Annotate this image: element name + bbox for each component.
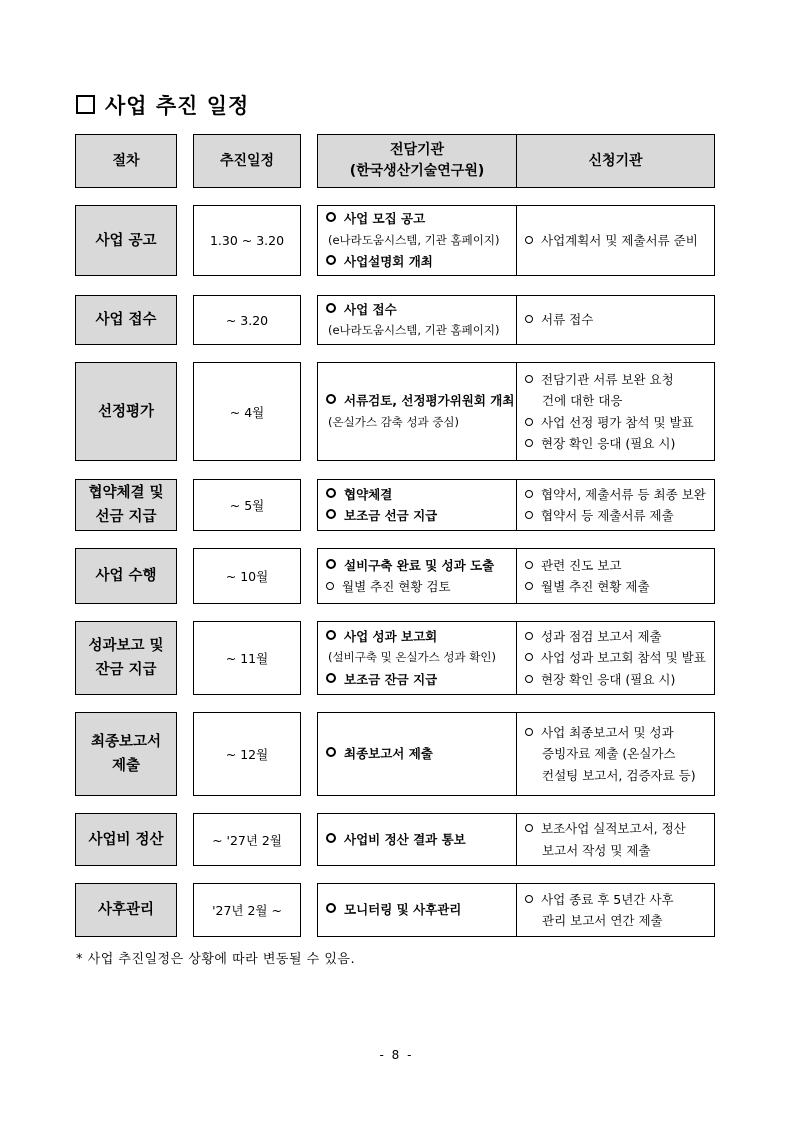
task-text: 보고서 작성 및 제출 <box>542 842 651 858</box>
agency-cell <box>317 712 517 796</box>
circle-bullet-icon <box>525 418 533 426</box>
schedule-cell <box>193 362 301 461</box>
applicant-task-list <box>525 484 714 527</box>
agency-task-list <box>326 484 516 527</box>
header-stage-text: 절차 <box>112 152 140 169</box>
agency-task-list <box>326 829 516 851</box>
agency-task-item <box>326 647 516 669</box>
applicant-task-item <box>525 669 714 691</box>
circle-bullet-icon <box>326 630 336 640</box>
circle-bullet-icon <box>525 582 533 590</box>
agency-task-item <box>326 505 516 527</box>
agency-cell <box>317 621 517 695</box>
applicant-task-list <box>525 369 714 455</box>
circle-bullet-icon <box>525 728 533 736</box>
circle-bullet-icon <box>326 747 336 757</box>
agency-task-item <box>326 899 516 921</box>
schedule-text: ~ 11월 <box>225 651 269 666</box>
header-schedule-text: 추진일정 <box>219 152 275 169</box>
header-applicant <box>516 134 715 188</box>
task-text: (e나라도움시스템, 기관 홈페이지) <box>328 232 500 247</box>
task-text: 현장 확인 응대 (필요 시) <box>541 671 676 687</box>
task-text: 보조금 잔금 지급 <box>344 671 438 687</box>
schedule-text: ~ 3.20 <box>225 312 269 328</box>
task-text: 성과 점검 보고서 제출 <box>541 628 662 644</box>
agency-cell <box>317 813 517 866</box>
agency-task-item <box>326 208 516 230</box>
agency-task-item <box>326 669 516 691</box>
task-text: 설비구축 완료 및 성과 도출 <box>344 557 495 573</box>
task-text: 협약서, 제출서류 등 최종 보완 <box>541 486 706 502</box>
stage-cell <box>75 621 177 695</box>
task-text: 사업계획서 및 제출서류 준비 <box>541 232 698 248</box>
circle-bullet-icon <box>525 375 533 383</box>
stage-label: 사업비 정산 <box>88 831 164 848</box>
applicant-task-item <box>525 626 714 648</box>
circle-bullet-icon <box>326 903 336 913</box>
circle-bullet-icon <box>525 236 533 244</box>
applicant-cell <box>516 362 715 461</box>
schedule-cell <box>193 883 301 937</box>
task-text: 협약서 등 제출서류 제출 <box>541 508 674 523</box>
agency-cell <box>317 362 517 461</box>
task-text: 보조사업 실적보고서, 정산 <box>541 821 686 836</box>
schedule-text: 1.30 ~ 3.20 <box>209 233 285 248</box>
agency-task-item <box>326 743 516 765</box>
circle-bullet-icon <box>525 511 533 519</box>
applicant-task-item <box>525 765 714 787</box>
schedule-cell <box>193 205 301 276</box>
schedule-cell <box>193 813 301 866</box>
agency-task-item <box>326 576 516 598</box>
circle-bullet-icon <box>326 303 336 313</box>
stage-cell <box>75 362 177 461</box>
applicant-task-list <box>525 722 714 787</box>
header-agency-line1: 전담기관 <box>389 142 445 158</box>
applicant-cell <box>516 712 715 796</box>
agency-cell <box>317 548 517 604</box>
stage-label: 사업 접수 <box>95 312 157 328</box>
task-text: 사업 성과 보고회 참석 및 발표 <box>541 650 706 666</box>
circle-bullet-icon <box>326 673 336 683</box>
circle-bullet-icon <box>525 439 533 447</box>
agency-task-list <box>326 390 516 433</box>
applicant-task-item <box>525 433 714 455</box>
checkbox-square-icon <box>76 95 95 114</box>
applicant-task-item <box>525 230 714 252</box>
applicant-task-item <box>525 647 714 669</box>
task-text: 전담기관 서류 보완 요청 <box>541 371 674 387</box>
applicant-task-item <box>525 390 714 412</box>
section-title-text: 사업 추진 일정 <box>105 94 250 118</box>
stage-label: 선금 지급 <box>95 509 157 525</box>
task-text: 사업 최종보고서 및 성과 <box>541 724 674 740</box>
schedule-cell <box>193 712 301 796</box>
header-agency <box>317 134 517 188</box>
footnote: * 사업 추진일정은 상황에 따라 변동될 수 있음. <box>76 952 356 967</box>
agency-task-item <box>326 299 516 321</box>
schedule-text: ~ 4월 <box>229 404 265 420</box>
section-title <box>76 90 249 120</box>
circle-bullet-icon <box>326 509 336 519</box>
applicant-task-list <box>525 309 714 331</box>
task-text: 서류 접수 <box>541 312 594 328</box>
applicant-task-list <box>525 626 714 691</box>
agency-task-item <box>326 412 516 434</box>
circle-bullet-icon <box>326 559 336 569</box>
agency-task-item <box>326 320 516 342</box>
task-text: (온실가스 감축 성과 중심) <box>328 414 460 429</box>
agency-cell <box>317 883 517 937</box>
stage-cell <box>75 205 177 276</box>
task-text: 사업 종료 후 5년간 사후 <box>541 891 674 907</box>
stage-cell <box>75 295 177 345</box>
circle-bullet-icon <box>525 824 533 832</box>
applicant-cell <box>516 883 715 937</box>
circle-bullet-icon <box>525 632 533 640</box>
applicant-task-item <box>525 576 714 598</box>
circle-bullet-icon <box>525 675 533 683</box>
stage-label: 사업 공고 <box>95 232 157 249</box>
task-text: 서류검토, 선정평가위원회 개최 <box>344 393 515 408</box>
circle-bullet-icon <box>326 212 336 222</box>
stage-label: 사업 수행 <box>95 568 157 584</box>
stage-label: 협약체결 및 <box>88 485 164 501</box>
agency-task-list <box>326 899 516 921</box>
applicant-task-item <box>525 412 714 434</box>
task-text: 보조금 선금 지급 <box>344 508 438 523</box>
task-text: 월별 추진 현황 검토 <box>342 579 451 594</box>
header-schedule <box>193 134 301 188</box>
schedule-cell <box>193 548 301 604</box>
stage-label: 최종보고서 <box>90 734 162 750</box>
stage-label: 사후관리 <box>97 902 155 918</box>
applicant-task-list <box>525 818 714 861</box>
task-text: 증빙자료 제출 (온실가스 <box>542 746 676 762</box>
circle-bullet-icon <box>326 833 336 843</box>
circle-bullet-icon <box>525 561 533 569</box>
applicant-task-item <box>525 840 714 862</box>
agency-task-list <box>326 555 516 598</box>
stage-label: 성과보고 및 <box>88 638 164 654</box>
task-text: 협약체결 <box>344 486 393 502</box>
agency-task-item <box>326 251 516 273</box>
agency-cell <box>317 205 517 276</box>
applicant-task-item <box>525 889 714 911</box>
schedule-text: ~ 5월 <box>229 498 265 513</box>
schedule-cell <box>193 479 301 531</box>
task-text: (e나라도움시스템, 기관 홈페이지) <box>328 323 500 337</box>
applicant-task-list <box>525 555 714 598</box>
applicant-task-item <box>525 555 714 577</box>
stage-label: 잔금 지급 <box>95 662 157 678</box>
task-text: 최종보고서 제출 <box>344 746 433 762</box>
stage-cell <box>75 813 177 866</box>
task-text: 모니터링 및 사후관리 <box>344 902 462 918</box>
task-text: 관리 보고서 연간 제출 <box>542 913 663 928</box>
applicant-task-list <box>525 889 714 932</box>
applicant-task-item <box>525 369 714 391</box>
stage-cell <box>75 712 177 796</box>
applicant-task-item <box>525 910 714 932</box>
applicant-task-item <box>525 505 714 527</box>
agency-task-item <box>326 626 516 648</box>
applicant-cell <box>516 295 715 345</box>
stage-cell <box>75 479 177 531</box>
circle-bullet-icon <box>326 488 336 498</box>
agency-task-list <box>326 743 516 765</box>
schedule-text: ~ '27년 2월 <box>212 832 282 848</box>
applicant-task-list <box>525 230 714 252</box>
task-text: 건에 대한 대응 <box>542 393 623 408</box>
applicant-task-item <box>525 309 714 331</box>
task-text: 사업비 정산 결과 통보 <box>344 831 466 847</box>
agency-task-item <box>326 555 516 577</box>
schedule-cell <box>193 295 301 345</box>
applicant-cell <box>516 479 715 531</box>
circle-bullet-icon <box>525 490 533 498</box>
schedule-text: '27년 2월 ~ <box>212 903 282 918</box>
applicant-cell <box>516 621 715 695</box>
task-text: 관련 진도 보고 <box>541 557 622 573</box>
circle-bullet-icon <box>525 895 533 903</box>
agency-cell <box>317 295 517 345</box>
task-text: 현장 확인 응대 (필요 시) <box>541 436 676 451</box>
agency-task-item <box>326 484 516 506</box>
page-number: - 8 - <box>379 1048 414 1062</box>
agency-task-list <box>326 626 516 691</box>
circle-bullet-icon <box>525 315 533 323</box>
stage-label: 선정평가 <box>97 403 155 420</box>
task-text: 사업 모집 공고 <box>344 211 426 227</box>
header-stage <box>75 134 177 188</box>
schedule-cell <box>193 621 301 695</box>
agency-task-item <box>326 829 516 851</box>
circle-bullet-icon <box>326 582 334 590</box>
circle-bullet-icon <box>326 255 336 265</box>
task-text: 사업설명회 개최 <box>344 254 433 270</box>
applicant-task-item <box>525 743 714 765</box>
task-text: 사업 접수 <box>344 301 397 317</box>
applicant-task-item <box>525 722 714 744</box>
task-text: 사업 성과 보고회 <box>344 628 438 644</box>
applicant-cell <box>516 205 715 276</box>
schedule-text: ~ 12월 <box>225 747 269 762</box>
header-agency-line2: (한국생산기술연구원) <box>349 163 485 179</box>
agency-cell <box>317 479 517 531</box>
stage-cell <box>75 548 177 604</box>
stage-label: 제출 <box>111 758 140 774</box>
circle-bullet-icon <box>525 653 533 661</box>
task-text: 컨설팅 보고서, 검증자료 등) <box>542 767 696 783</box>
task-text: (설비구축 및 온실가스 성과 확인) <box>328 650 497 665</box>
applicant-cell <box>516 813 715 866</box>
circle-bullet-icon <box>326 394 336 404</box>
applicant-task-item <box>525 484 714 506</box>
header-applicant-text: 신청기관 <box>588 152 643 169</box>
task-text: 사업 선정 평가 참석 및 발표 <box>541 414 694 430</box>
agency-task-list <box>326 299 516 342</box>
applicant-task-item <box>525 818 714 840</box>
task-text: 월별 추진 현황 제출 <box>541 579 650 594</box>
agency-task-item <box>326 390 516 412</box>
schedule-text: ~ 10월 <box>225 569 269 584</box>
stage-cell <box>75 883 177 937</box>
applicant-cell <box>516 548 715 604</box>
agency-task-list <box>326 208 516 273</box>
agency-task-item <box>326 230 516 252</box>
